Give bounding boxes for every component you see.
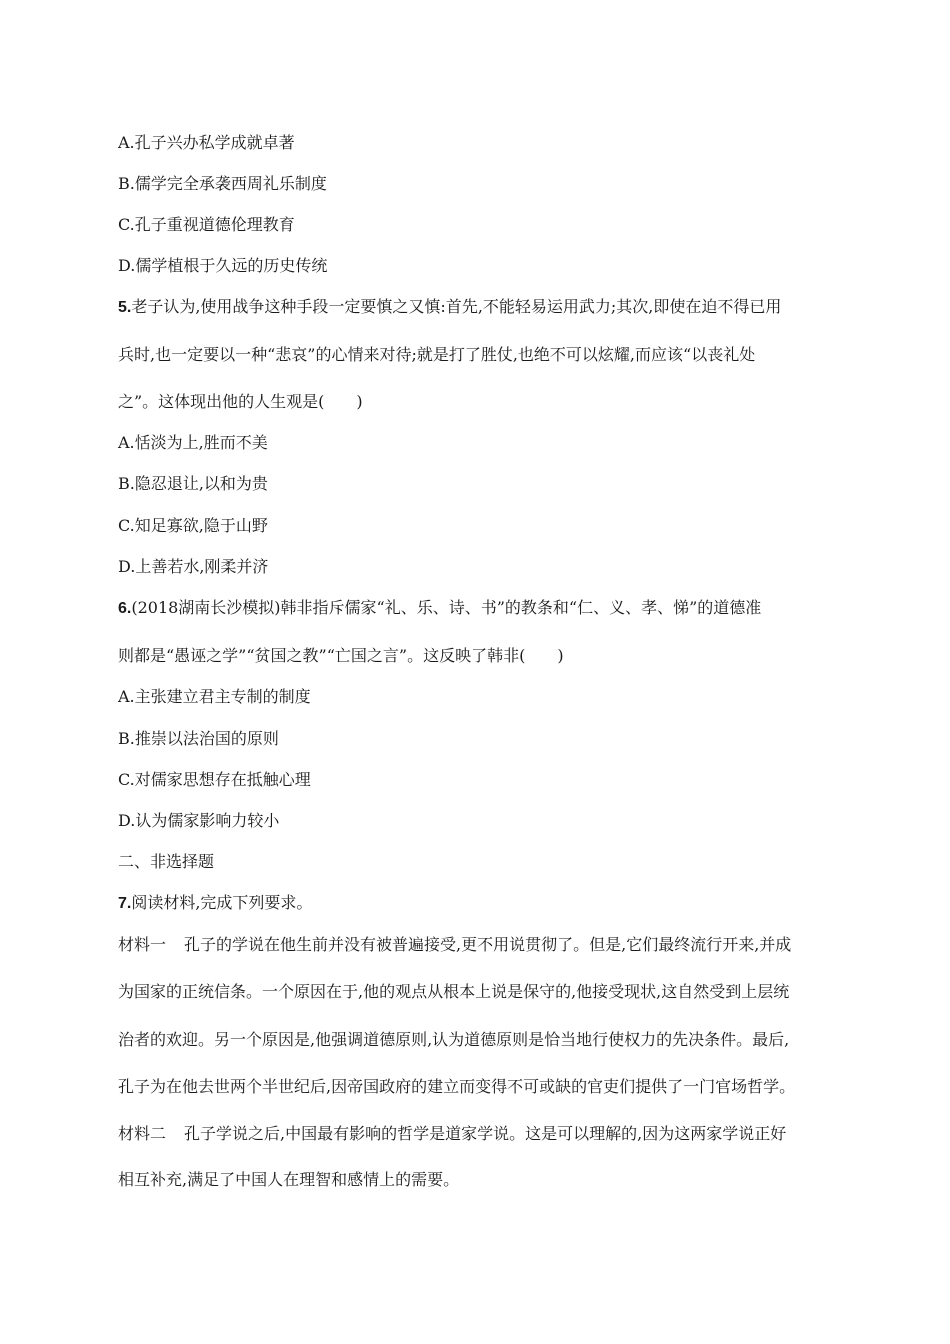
q6-stem-line-1: [118, 598, 761, 619]
q6-number: 6.: [118, 600, 132, 617]
q5-stem-text-1: 老子认为,使用战争这种手段一定要慎之又慎:首先,不能轻易运用武力;其次,即使在迫不得已用: [131, 297, 782, 316]
material1-line-4: 孔子为在他去世两个半世纪后,因帝国政府的建立而变得不可或缺的官吏们提供了一门官场哲学。: [118, 1077, 796, 1096]
q4-option-c: C.孔子重视道德伦理教育: [118, 215, 295, 234]
q6-option-d: D.认为儒家影响力较小: [118, 811, 280, 830]
section-heading: 二、非选择题: [118, 852, 215, 871]
material1-line-1: [118, 935, 791, 955]
q5-stem-line-3: 之”。这体现出他的人生观是( ): [118, 392, 363, 411]
q6-option-c: C.对儒家思想存在抵触心理: [118, 770, 311, 789]
q5-option-b: B.隐忍退让,以和为贵: [118, 474, 268, 493]
q6-option-b: B.推崇以法治国的原则: [118, 729, 279, 748]
q5-stem-line-2: 兵时,也一定要以一种“悲哀”的心情来对待;就是打了胜仗,也绝不可以炫耀,而应该“以丧礼处: [118, 345, 756, 364]
material2-text-1: 孔子学说之后,中国最有影响的哲学是道家学说。这是可以理解的,因为这两家学说正好: [184, 1124, 787, 1143]
q7-prompt-line: [118, 893, 312, 914]
material1-line-3: 治者的欢迎。另一个原因是,他强调道德原则,认为道德原则是恰当地行使权力的先决条件。最后,: [118, 1030, 790, 1049]
material1-text-1: 孔子的学说在他生前并没有被普遍接受,更不用说贯彻了。但是,它们最终流行开来,并成: [184, 935, 792, 954]
q7-prompt: 阅读材料,完成下列要求。: [131, 893, 313, 912]
material2-line-1: [118, 1124, 786, 1144]
q6-option-a: A.主张建立君主专制的制度: [118, 687, 311, 706]
material1-label: 材料一: [118, 935, 167, 954]
q4-option-d: D.儒学植根于久远的历史传统: [118, 256, 328, 275]
q5-option-d: D.上善若水,刚柔并济: [118, 557, 269, 576]
q4-option-a: A.孔子兴办私学成就卓著: [118, 133, 295, 152]
q5-option-c: C.知足寡欲,隐于山野: [118, 516, 268, 535]
q5-number: 5.: [118, 299, 132, 316]
q5-option-a: A.恬淡为上,胜而不美: [118, 433, 268, 452]
q5-stem-line-1: [118, 297, 781, 318]
q4-option-b: B.儒学完全承袭西周礼乐制度: [118, 174, 327, 193]
q7-number: 7.: [118, 895, 132, 912]
q6-stem-line-2: 则都是“愚诬之学”“贫国之教”“亡国之言”。这反映了韩非( ): [118, 646, 564, 665]
q6-stem-text-1: (2018湖南长沙模拟)韩非指斥儒家“礼、乐、诗、书”的教条和“仁、义、孝、悌”的道德准: [131, 598, 762, 617]
material1-line-2: 为国家的正统信条。一个原因在于,他的观点从根本上说是保守的,他接受现状,这自然受到上层统: [118, 982, 790, 1001]
material2-line-2: 相互补充,满足了中国人在理智和感情上的需要。: [118, 1170, 460, 1189]
material2-label: 材料二: [118, 1124, 167, 1143]
